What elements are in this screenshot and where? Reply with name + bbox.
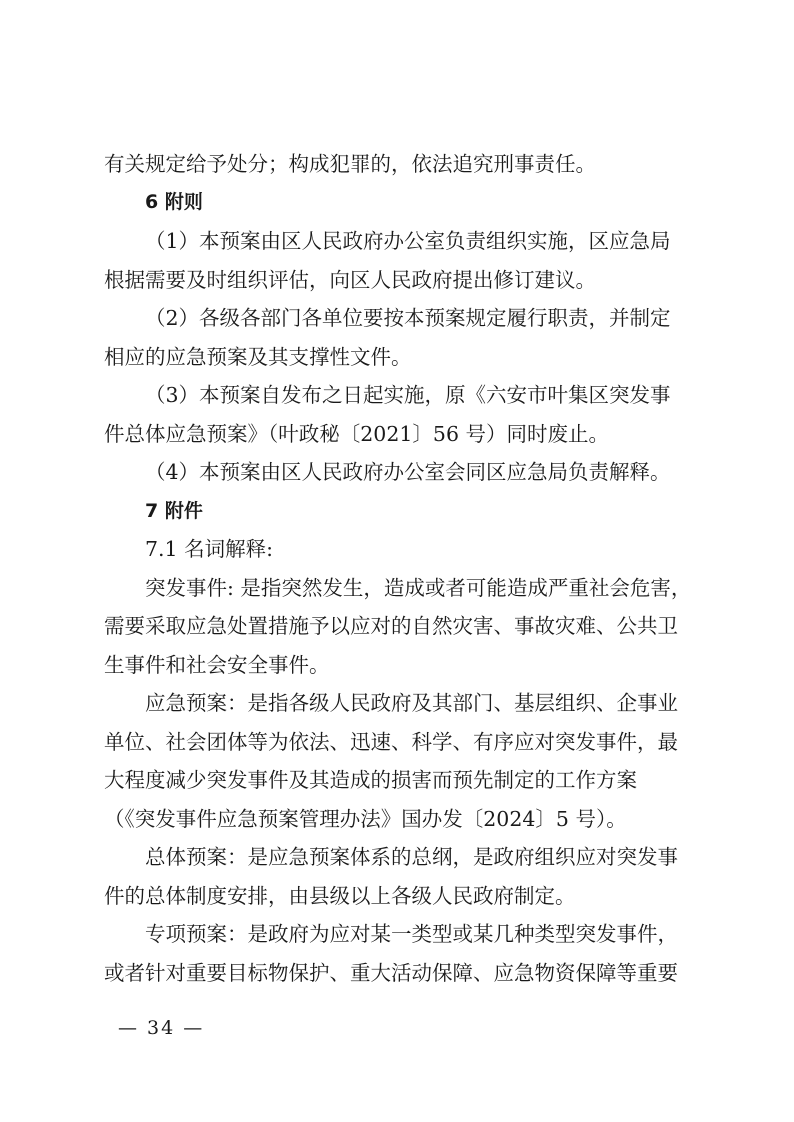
paragraph-line: （《突发事件应急预案管理办法》国办发〔2024〕5 号）。 [104,807,627,831]
page-number: — 34 — [118,1017,205,1039]
section-heading-appendix-rules: 6 附则 [145,191,203,213]
paragraph-line: （2）各级各部门各单位要按本预案规定履行职责，并制定 [145,306,671,330]
paragraph-line: 有关规定给予处分；构成犯罪的，依法追究刑事责任。 [104,152,596,176]
paragraph-line: 大程度减少突发事件及其造成的损害而预先制定的工作方案 [104,768,637,792]
paragraph-line: 应急预案：是指各级人民政府及其部门、基层组织、企事业 [145,691,678,715]
paragraph-line: 突发事件: 是指突然发生，造成或者可能造成严重社会危害， [145,576,692,600]
paragraph-line: 专项预案：是政府为应对某一类型或某几种类型突发事件， [145,922,678,946]
paragraph-line: （4）本预案由区人民政府办公室会同区应急局负责解释。 [145,460,671,484]
paragraph-line: （3）本预案自发布之日起实施，原《六安市叶集区突发事 [145,383,671,407]
paragraph-line: 生事件和社会安全事件。 [104,653,330,677]
paragraph-line: （1）本预案由区人民政府办公室负责组织实施，区应急局 [145,229,671,253]
paragraph-line: 需要采取应急处置措施予以应对的自然灾害、事故灾难、公共卫 [104,614,678,638]
section-heading-attachments: 7 附件 [145,500,203,522]
paragraph-line: 件的总体制度安排，由县级以上各级人民政府制定。 [104,884,576,908]
subsection-heading-glossary: 7.1 名词解释: [145,537,274,561]
paragraph-line: 单位、社会团体等为依法、迅速、科学、有序应对突发事件，最 [104,730,678,754]
paragraph-line: 总体预案：是应急预案体系的总纲，是政府组织应对突发事 [145,845,678,869]
paragraph-line: 相应的应急预案及其支撑性文件。 [104,345,412,369]
paragraph-line: 件总体应急预案》（叶政秘〔2021〕56 号）同时废止。 [104,422,610,446]
paragraph-line: 或者针对重要目标物保护、重大活动保障、应急物资保障等重要 [104,961,678,985]
paragraph-line: 根据需要及时组织评估，向区人民政府提出修订建议。 [104,268,596,292]
